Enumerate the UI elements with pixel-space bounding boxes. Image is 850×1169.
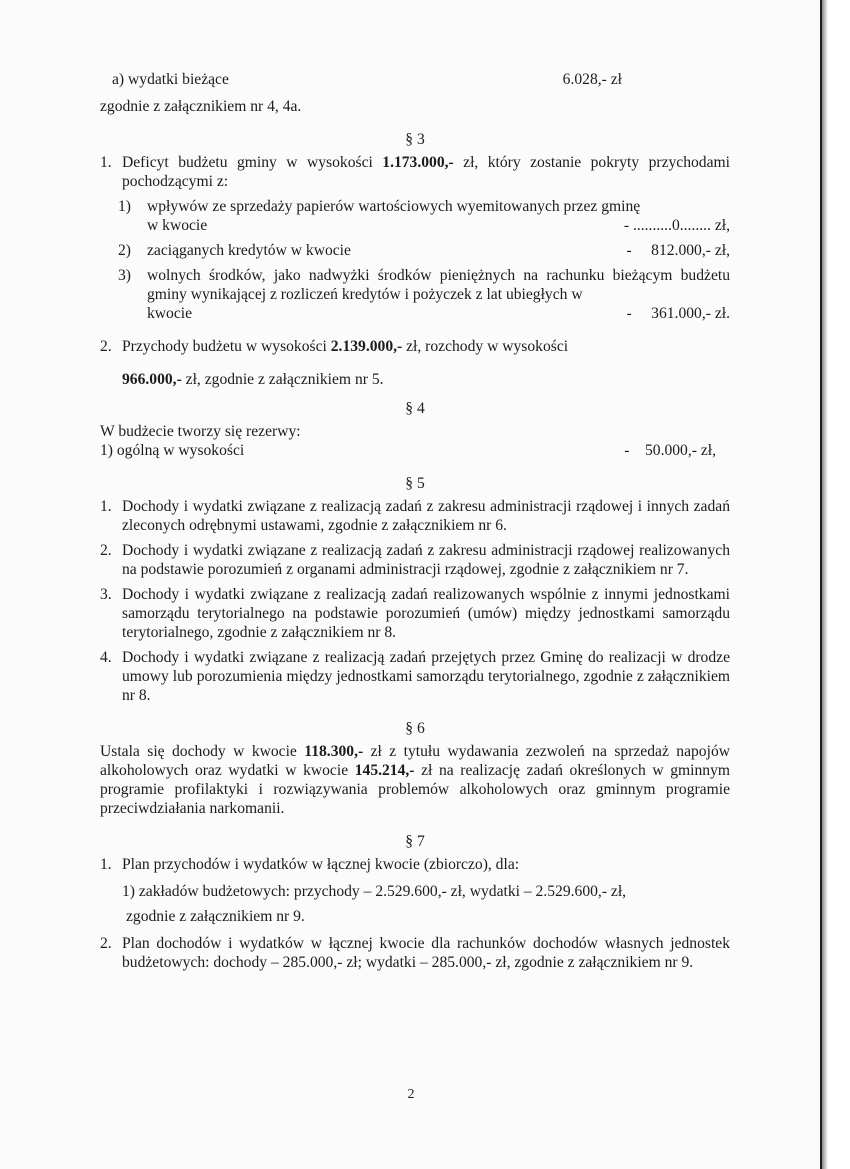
s5-item-number: 3. bbox=[100, 586, 112, 603]
s7-p1-sub-ref: zgodnie z załącznikiem nr 9. bbox=[126, 908, 305, 925]
s7-p2-number: 2. bbox=[100, 935, 112, 952]
s7-p1-number: 1. bbox=[100, 856, 112, 873]
s3-sub-item-2 bbox=[118, 241, 730, 260]
s7-p2-text: Plan dochodów i wydatków w łącznej kwocie dla rachunków dochodów własnych jednostek budżetowych: dochody – 285.000,- zł; wydatki – 285.000,- zł, zgodnie z załącznikiem nr 9. bbox=[122, 935, 730, 971]
s6-text-mid: zł z tytułu wydawania zezwoleń na sprzedaż napojów alkoholowych oraz wydatki w kwocie bbox=[100, 743, 730, 779]
section-6-heading: § 6 bbox=[405, 720, 425, 737]
s5-item-text: Dochody i wydatki związane z realizacją zadań z zakresu administracji rządowej i innych zadań zleconych odrębnymi ustawami, zgodnie z załącznikiem nr 6. bbox=[122, 498, 730, 534]
section-5-heading: § 5 bbox=[405, 475, 425, 492]
page-number: 2 bbox=[407, 1087, 415, 1102]
s3-p2-text-post: zł, rozchody w wysokości bbox=[402, 338, 569, 355]
s5-item-text: Dochody i wydatki związane z realizacją zadań przejętych przez Gminę do realizacji w drodze umowy lub porozumienia między jednostkami samorządu terytorialnego, zgodnie z załącznikiem nr 8. bbox=[122, 649, 730, 704]
s3-sub2-label: zaciąganych kredytów w kwocie bbox=[147, 242, 351, 259]
expense-label: a) wydatki bieżące bbox=[112, 71, 229, 88]
s3-sub-item-1 bbox=[118, 197, 730, 235]
s3-sub3-amount: - 361.000,- zł. bbox=[626, 305, 730, 322]
expense-line bbox=[100, 70, 730, 89]
intro-reference: zgodnie z załącznikiem nr 4, 4a. bbox=[100, 98, 302, 115]
s3-sub1-label: w kwocie bbox=[147, 217, 208, 234]
s3-sub1-text: wpływów ze sprzedaży papierów wartościowych wyemitowanych przez gminę bbox=[147, 198, 641, 215]
s6-income-amount: 118.300,- bbox=[304, 743, 364, 760]
s3-p1-number: 1. bbox=[100, 154, 112, 171]
s5-item bbox=[100, 541, 730, 579]
s5-item-number: 4. bbox=[100, 649, 112, 666]
s3-p2-outflow-amount: 966.000,- bbox=[122, 371, 182, 388]
s3-p2-number: 2. bbox=[100, 338, 112, 355]
s7-p1-sub: 1) zakładów budżetowych: przychody – 2.529.600,- zł, wydatki – 2.529.600,- zł, bbox=[122, 883, 627, 900]
section-7-heading: § 7 bbox=[405, 833, 425, 850]
s6-text-post: zł na realizację zadań określonych w gminnym programie profilaktyki i rozwiązywania problemów alkoholowych oraz gminnym programie przeciwdziałania narkomanii. bbox=[100, 762, 731, 817]
s3-sub3-text: wolnych środków, jako nadwyżki środków pieniężnych na rachunku bieżącym budżetu gminy wynikającej z rozliczeń kredytów i pożyczek z lat ubiegłych w bbox=[147, 267, 730, 303]
s3-p2-text-pre: Przychody budżetu w wysokości bbox=[122, 338, 331, 355]
s6-expense-amount: 145.214,- bbox=[354, 762, 415, 779]
s3-sub3-number: 3) bbox=[118, 267, 131, 284]
s3-sub-item-3 bbox=[118, 266, 730, 323]
s3-sub1-number: 1) bbox=[118, 198, 131, 215]
s6-paragraph bbox=[100, 742, 730, 818]
s4-reserve-label: 1) ogólną w wysokości bbox=[100, 442, 245, 459]
s3-paragraph-1 bbox=[100, 153, 730, 191]
section-4-heading: § 4 bbox=[405, 400, 425, 417]
s5-item-number: 2. bbox=[100, 542, 112, 559]
s5-item bbox=[100, 648, 730, 705]
s3-sub3-label: kwocie bbox=[147, 305, 193, 322]
s7-paragraph-1 bbox=[100, 855, 730, 926]
s3-paragraph-2 bbox=[100, 337, 730, 389]
s5-item-number: 1. bbox=[100, 498, 112, 515]
s3-sub2-amount: - 812.000,- zł, bbox=[626, 242, 730, 259]
s4-intro: W budżecie tworzy się rezerwy: bbox=[100, 423, 301, 440]
expense-amount: 6.028,- zł bbox=[562, 71, 622, 88]
s3-p1-deficit-amount: 1.173.000,- bbox=[382, 154, 454, 171]
s5-item-text: Dochody i wydatki związane z realizacją zadań z zakresu administracji rządowej realizowanych na podstawie porozumień z organami administracji rządowej, zgodnie z załącznikiem nr 7. bbox=[122, 542, 730, 578]
s3-p2-text-post2: zł, zgodnie z załącznikiem nr 5. bbox=[181, 371, 384, 388]
s3-p1-text-pre: Deficyt budżetu gminy w wysokości bbox=[122, 154, 383, 171]
s3-sub1-amount: - ..........0........ zł, bbox=[623, 217, 730, 234]
document-body bbox=[100, 70, 730, 972]
s3-sub2-number: 2) bbox=[118, 242, 131, 259]
s7-paragraph-2 bbox=[100, 934, 730, 972]
scan-edge bbox=[820, 0, 850, 1169]
s5-item bbox=[100, 497, 730, 535]
s3-p2-revenue-amount: 2.139.000,- bbox=[330, 338, 403, 355]
s4-reserve-amount: - 50.000,- zł, bbox=[624, 442, 716, 459]
section-3-heading: § 3 bbox=[405, 131, 425, 148]
s6-text-pre: Ustala się dochody w kwocie bbox=[100, 743, 305, 760]
s5-item bbox=[100, 585, 730, 642]
s4-reserve-line bbox=[100, 441, 730, 460]
s5-item-text: Dochody i wydatki związane z realizacją zadań realizowanych wspólnie z innymi jednostkami samorządu terytorialnego na podstawie porozumień (umów) między jednostkami samorządu terytorialnego, zgodnie z załącznikiem nr 8. bbox=[122, 586, 730, 641]
s3-p1-text-post: zł, który zostanie pokryty przychodami pochodzącymi z: bbox=[122, 154, 730, 190]
s7-p1-text: Plan przychodów i wydatków w łącznej kwocie (zbiorczo), dla: bbox=[122, 856, 520, 873]
